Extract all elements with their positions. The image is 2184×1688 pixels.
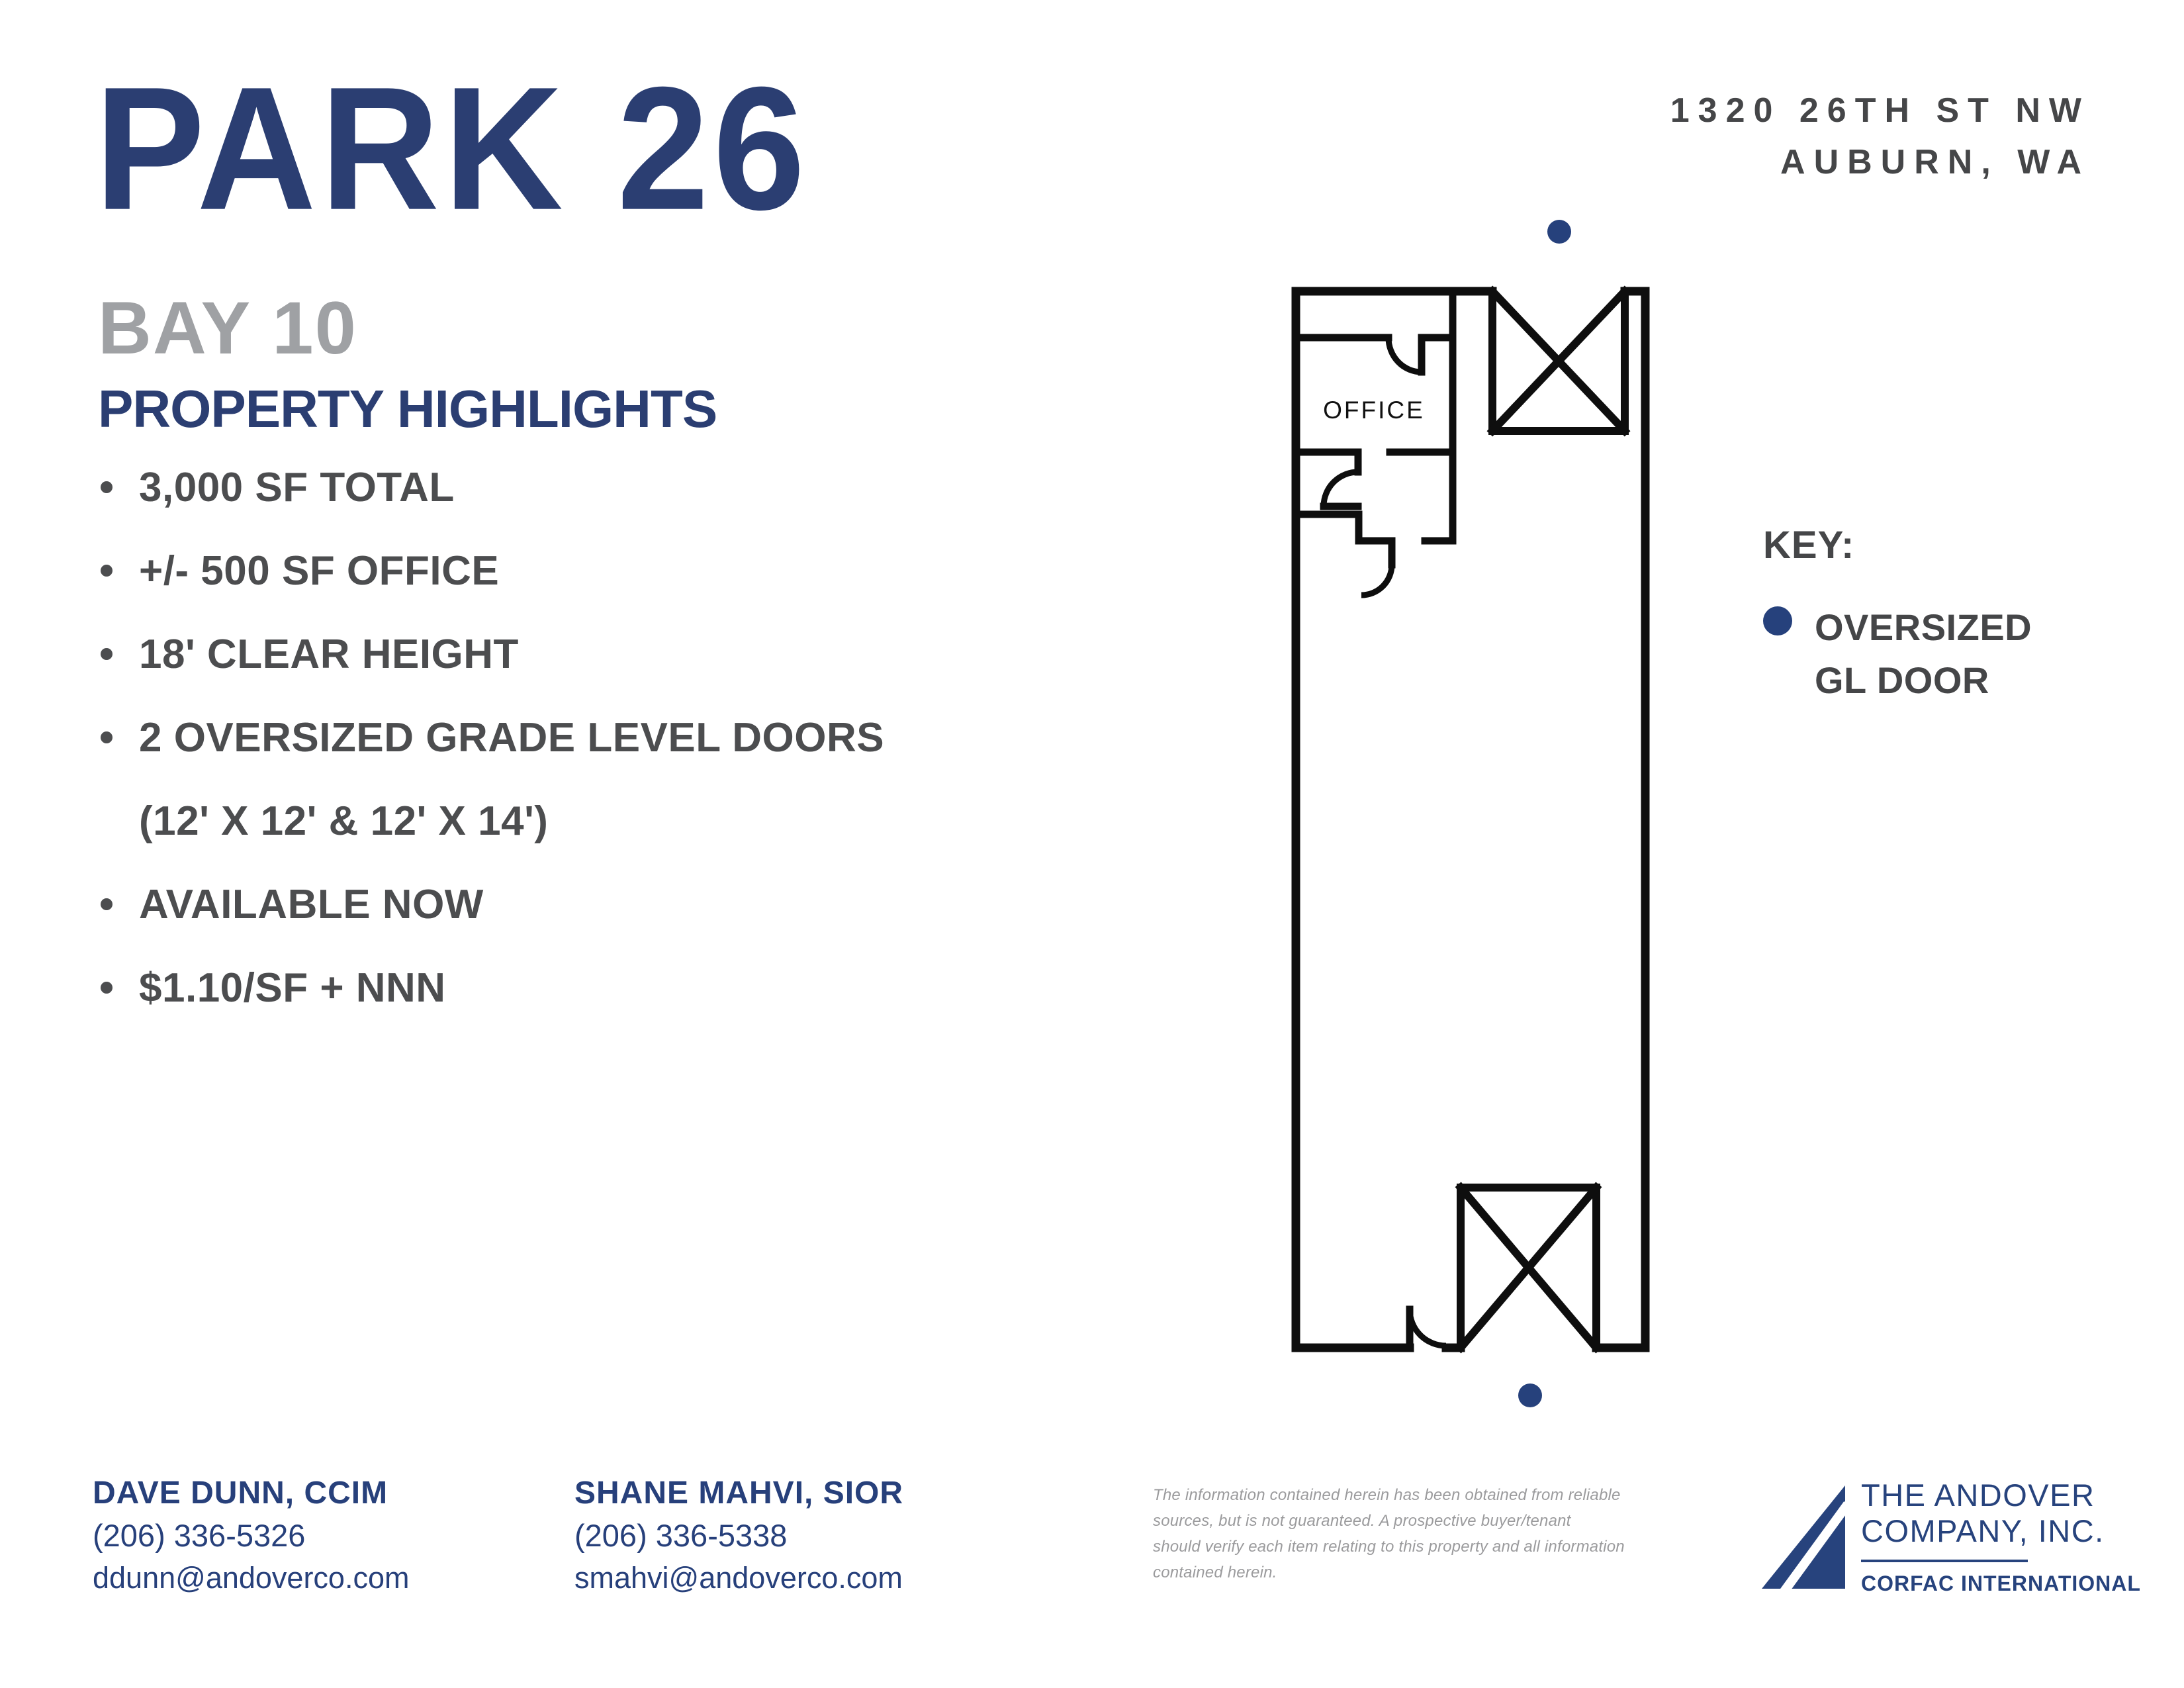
brand-affiliation: CORFAC INTERNATIONAL <box>1861 1571 2141 1595</box>
highlights-heading: PROPERTY HIGHLIGHTS <box>98 379 717 438</box>
bullet-dot <box>101 481 113 493</box>
highlight-text: (12' X 12' & 12' X 14') <box>139 798 549 844</box>
address-line-1: 1320 26TH ST NW <box>1670 91 2090 130</box>
key-legend-row <box>1763 601 2053 706</box>
brand-name-line2: COMPANY, INC. <box>1861 1513 2105 1548</box>
highlight-text: AVAILABLE NOW <box>139 882 484 927</box>
property-address <box>1670 85 2090 188</box>
bullet-dot <box>101 898 113 910</box>
contact-name: SHANE MAHVI, SIOR <box>574 1476 904 1511</box>
gl-door-marker-top <box>1547 220 1571 244</box>
contact-phone: (206) 336-5326 <box>93 1518 306 1553</box>
andover-logo-icon <box>1762 1483 1849 1597</box>
gl-door-symbol-bottom <box>1461 1188 1596 1348</box>
highlight-text: 18' CLEAR HEIGHT <box>139 632 519 677</box>
highlight-item <box>101 548 884 594</box>
bullet-dot <box>101 565 113 577</box>
man-door-bottom <box>1410 1309 1446 1348</box>
disclaimer-line: The information contained herein has been obtained from reliable <box>1153 1486 1621 1504</box>
highlight-item <box>101 634 884 675</box>
key-heading: KEY: <box>1763 524 1855 567</box>
key-legend-label: OVERSIZED GL DOOR <box>1815 606 2032 701</box>
brand-text <box>1861 1477 2141 1596</box>
highlight-text: +/- 500 SF OFFICE <box>139 548 500 594</box>
address-line-2: AUBURN, WA <box>1780 143 2090 181</box>
highlight-text: 3,000 SF TOTAL <box>139 465 455 510</box>
contact-card <box>574 1472 903 1599</box>
brand-divider <box>1861 1560 2028 1562</box>
brand-block <box>1762 1477 2141 1596</box>
highlights-list <box>101 467 884 1009</box>
page-subtitle: BAY 10 <box>98 287 357 369</box>
office-partitions <box>1296 291 1453 595</box>
highlight-text: $1.10/SF + NNN <box>139 965 446 1011</box>
bullet-dot <box>101 982 113 994</box>
disclaimer-line: sources, but is not guaranteed. A prospective buyer/tenant <box>1153 1511 1571 1530</box>
contact-name: DAVE DUNN, CCIM <box>93 1476 388 1511</box>
disclaimer <box>1153 1483 1625 1586</box>
bullet-dot <box>101 731 113 743</box>
disclaimer-line: contained herein. <box>1153 1563 1277 1581</box>
office-room-label: OFFICE <box>1323 397 1425 424</box>
highlight-text: 2 OVERSIZED GRADE LEVEL DOORS <box>139 715 885 761</box>
gl-door-symbol-top <box>1492 291 1625 431</box>
page-title: PARK 26 <box>95 50 809 246</box>
brand-name-line1: THE ANDOVER <box>1861 1477 2095 1513</box>
bullet-dot <box>101 648 113 660</box>
disclaimer-line: should verify each item relating to this property and all information <box>1153 1537 1625 1556</box>
bay-outline <box>1296 291 1645 1348</box>
key-legend-dot-icon <box>1763 606 1792 635</box>
contact-email: ddunn@andoverco.com <box>93 1561 410 1595</box>
gl-door-marker-bottom <box>1518 1383 1542 1407</box>
highlight-item <box>101 884 884 925</box>
highlight-item <box>101 467 884 508</box>
highlight-item <box>101 965 884 1011</box>
contact-email: smahvi@andoverco.com <box>574 1561 903 1595</box>
highlight-item <box>101 715 885 761</box>
highlight-item-continuation <box>101 798 884 844</box>
contact-card <box>93 1472 409 1599</box>
contact-phone: (206) 336-5338 <box>574 1518 788 1553</box>
